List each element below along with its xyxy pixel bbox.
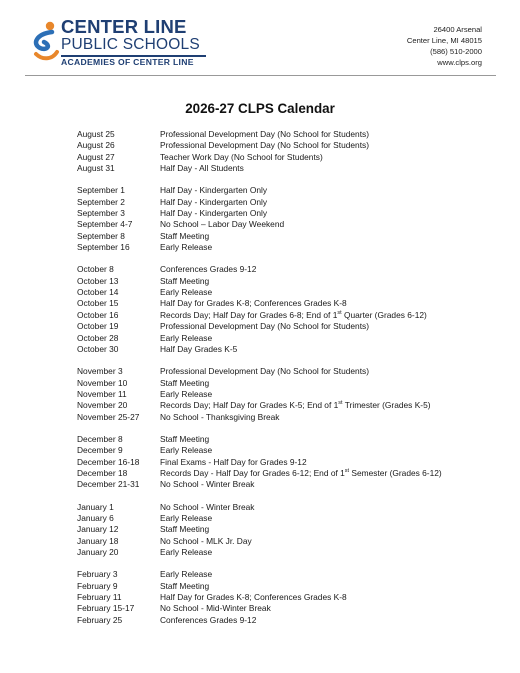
calendar-row	[77, 344, 497, 355]
event-description	[160, 468, 497, 479]
event-description: Early Release	[160, 569, 213, 580]
event-description: No School - MLK Jr. Day	[160, 535, 252, 546]
calendar-row	[77, 581, 497, 592]
event-date: August 27	[77, 151, 115, 162]
event-date: February 9	[77, 580, 118, 591]
event-date: January 20	[77, 547, 119, 557]
logo-subtitle: PUBLIC SCHOOLS	[61, 36, 200, 53]
event-date: December 9	[77, 445, 123, 456]
event-description: Conferences Grades 9-12	[160, 264, 257, 275]
event-date: January 1	[77, 501, 114, 512]
calendar-row	[77, 333, 497, 344]
month-block	[77, 129, 497, 174]
calendar-list	[77, 129, 497, 637]
calendar-row	[77, 197, 497, 208]
event-date: February 11	[77, 592, 122, 603]
event-date: February 25	[77, 614, 123, 625]
event-description: Final Exams - Half Day for Grades 9-12	[160, 456, 307, 467]
event-description: No School - Winter Break	[160, 501, 255, 512]
event-text: Records Day; Half Day for Grades K-5; End of 1	[160, 400, 339, 411]
event-date: January 18	[77, 535, 119, 546]
event-description: Staff Meeting	[160, 524, 210, 535]
event-description: Half Day - Kindergarten Only	[160, 196, 268, 207]
event-date: December 8	[77, 433, 123, 444]
event-description: Staff Meeting	[160, 275, 210, 286]
calendar-row	[77, 445, 497, 456]
event-description: Professional Development Day (No School for Students)	[160, 129, 370, 139]
event-text: Trimester (Grades K-5)	[342, 400, 431, 411]
calendar-row	[77, 434, 497, 445]
event-description: Early Release	[160, 388, 213, 399]
calendar-row	[77, 468, 497, 479]
school-address	[407, 24, 482, 68]
event-description: No School - Mid-Winter Break	[160, 603, 271, 614]
month-block	[77, 502, 497, 559]
address-street: 26400 Arsenal	[433, 25, 482, 34]
calendar-row	[77, 231, 497, 242]
event-description: Conferences Grades 9-12	[160, 614, 257, 625]
month-block	[77, 264, 497, 355]
page-header	[0, 0, 520, 75]
event-date: December 16-18	[77, 456, 140, 467]
calendar-row	[77, 536, 497, 547]
month-block	[77, 185, 497, 253]
event-description: Half Day for Grades K-8; Conferences Grades K-8	[160, 298, 347, 309]
event-description: Half Day - Kindergarten Only	[160, 208, 268, 219]
calendar-row	[77, 592, 497, 603]
calendar-row	[77, 547, 497, 558]
address-city: Center Line, MI 48015	[406, 36, 482, 45]
ordinal-suffix: st	[344, 468, 350, 475]
page-title: 2026-27 CLPS Calendar	[185, 101, 335, 116]
calendar-row	[77, 264, 497, 275]
event-description: Early Release	[160, 512, 213, 523]
event-description: Half Day for Grades K-8; Conferences Grades K-8	[160, 592, 347, 603]
event-description: Professional Development Day (No School for Students)	[160, 366, 370, 377]
calendar-row	[77, 242, 497, 253]
event-date: October 28	[77, 332, 119, 343]
school-logo	[30, 16, 200, 72]
calendar-row	[77, 615, 497, 626]
calendar-row	[77, 140, 497, 151]
event-date: October 30	[77, 343, 119, 354]
event-description: Staff Meeting	[160, 580, 210, 591]
event-date: September 8	[77, 230, 125, 241]
swoosh-logo-icon	[30, 20, 60, 66]
event-text: Quarter (Grades 6-12)	[341, 309, 427, 320]
event-date: September 4-7	[77, 219, 133, 230]
event-date: October 8	[77, 264, 114, 275]
event-date: October 16	[77, 309, 119, 320]
ordinal-suffix: st	[338, 400, 343, 407]
event-date: November 20	[77, 400, 128, 411]
event-description: Half Day - Kindergarten Only	[160, 185, 268, 196]
event-description: Half Day Grades K-5	[160, 343, 238, 354]
event-description: Professional Development Day (No School for Students)	[160, 321, 370, 332]
logo-tagline: ACADEMIES OF CENTER LINE	[61, 57, 194, 67]
event-date: September 3	[77, 208, 125, 219]
event-date: October 14	[77, 287, 119, 298]
calendar-row	[77, 400, 497, 411]
event-date: January 6	[77, 512, 114, 523]
event-description: Professional Development Day (No School for Students)	[160, 140, 370, 151]
event-date: October 15	[77, 298, 119, 309]
calendar-row	[77, 524, 497, 535]
event-description	[160, 400, 497, 411]
event-description: No School - Winter Break	[160, 479, 255, 490]
calendar-row	[77, 208, 497, 219]
event-date: February 3	[77, 569, 118, 580]
calendar-row	[77, 457, 497, 468]
event-description: Early Release	[160, 332, 213, 343]
calendar-row	[77, 412, 497, 423]
calendar-row	[77, 603, 497, 614]
calendar-row	[77, 378, 497, 389]
event-description: No School - Thanksgiving Break	[160, 411, 280, 422]
calendar-row	[77, 389, 497, 400]
address-phone: (586) 510-2000	[430, 47, 482, 56]
event-description: Early Release	[160, 445, 213, 456]
event-description: Teacher Work Day (No School for Students)	[160, 151, 323, 162]
event-date: August 26	[77, 140, 115, 151]
header-divider	[25, 75, 496, 76]
event-text: Records Day; Half Day for Grades 6-8; End of 1	[160, 309, 338, 320]
event-description: Staff Meeting	[160, 433, 210, 444]
event-date: February 15-17	[77, 603, 135, 614]
calendar-row	[77, 185, 497, 196]
address-website: www.clps.org	[437, 58, 482, 67]
month-block	[77, 366, 497, 423]
event-date: August 25	[77, 129, 115, 139]
calendar-row	[77, 479, 497, 490]
event-description	[160, 310, 497, 321]
calendar-row	[77, 366, 497, 377]
event-date: December 18	[77, 467, 128, 478]
event-date: November 11	[77, 388, 127, 399]
calendar-row	[77, 276, 497, 287]
event-description: Early Release	[160, 287, 213, 298]
event-date: November 10	[77, 377, 128, 388]
calendar-row	[77, 219, 497, 230]
event-date: August 31	[77, 163, 115, 174]
calendar-row	[77, 513, 497, 524]
month-block	[77, 569, 497, 626]
event-date: October 19	[77, 321, 119, 332]
event-description: Staff Meeting	[160, 230, 210, 241]
calendar-row	[77, 502, 497, 513]
calendar-row	[77, 129, 497, 140]
event-description: No School – Labor Day Weekend	[160, 219, 285, 230]
event-date: October 13	[77, 275, 119, 286]
calendar-row	[77, 152, 497, 163]
event-date: September 2	[77, 196, 125, 207]
calendar-row	[77, 163, 497, 174]
event-date: November 25-27	[77, 411, 140, 422]
event-date: September 1	[77, 185, 125, 196]
event-description: Early Release	[160, 242, 213, 253]
logo-title: CENTER LINE	[61, 16, 187, 37]
calendar-row	[77, 569, 497, 580]
event-date: December 21-31	[77, 479, 140, 490]
calendar-row	[77, 310, 497, 321]
event-description: Early Release	[160, 547, 213, 557]
event-date: November 3	[77, 366, 123, 377]
calendar-row	[77, 287, 497, 298]
ordinal-suffix: st	[337, 310, 342, 317]
event-description: Half Day - All Students	[160, 163, 244, 174]
calendar-row	[77, 321, 497, 332]
event-date: January 12	[77, 524, 119, 535]
month-block	[77, 434, 497, 491]
event-text: Semester (Grades 6-12)	[349, 467, 442, 478]
event-text: Records Day - Half Day for Grades 6-12; End of 1	[160, 467, 345, 478]
event-description: Staff Meeting	[160, 377, 210, 388]
event-date: September 16	[77, 242, 130, 253]
calendar-row	[77, 298, 497, 309]
